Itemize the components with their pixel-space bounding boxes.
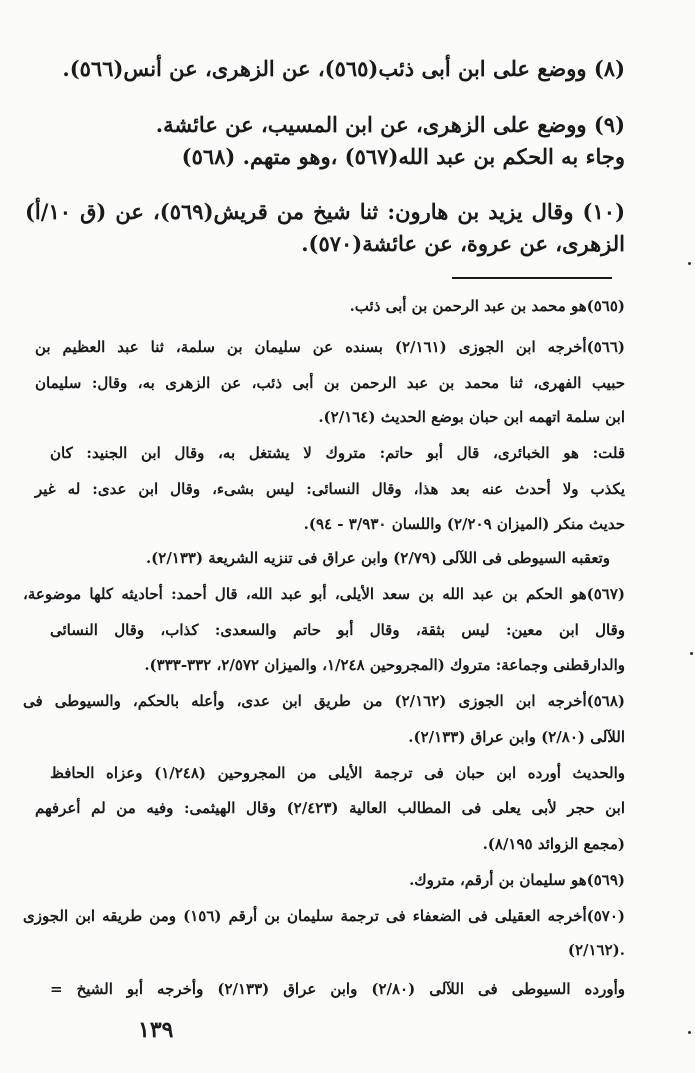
footnote-566-line4: قلت: هو الخبائرى، قال أبو حاتم: متروك لا يشتغل به، وقال ابن الجنيد: كان — [50, 444, 625, 462]
footnote-566-line1: (٥٦٦)أخرجه ابن الجوزى (٢/١٦١) بسنده عن سليمان بن سلمة، ثنا عبد العظيم بن — [35, 338, 625, 356]
footnote-568-line1: (٥٦٨)أخرجه ابن الجوزى (٢/١٦٢) من طريق ابن عدى، وأعله بالحكم، والسيوطى فى — [23, 692, 625, 710]
main-item-9-line1: (٩) ووضع على الزهرى، عن ابن المسيب، عن عائشة. — [155, 112, 625, 137]
footnote-567-line1: (٥٦٧)هو الحكم بن عبد الله بن سعد الأيلى، أبو عبد الله، قال أحمد: أحاديثه كلها موضوعة، — [23, 585, 625, 603]
main-item-9-line2: وجاء به الحكم بن عبد الله(٥٦٧) ،وهو متهم. (٥٦٨) — [181, 144, 625, 169]
footnote-568-line2: اللآلى (٢/٨٠) وابن عراق (٢/١٣٣). — [408, 728, 625, 746]
footnote-568-line3: والحديث أورده ابن حبان فى ترجمة الأيلى من المجروحين (١/٢٤٨) وعزاه الحافظ — [50, 764, 625, 782]
footnote-568-line4: ابن حجر لأبى يعلى فى المطالب العالية (٢/٤٢٣) وقال الهيثمى: وفيه من لم أعرفهم — [35, 799, 625, 817]
main-item-8: (٨) ووضع على ابن أبى ذئب(٥٦٥)، عن الزهرى، عن أنس(٥٦٦). — [62, 56, 625, 81]
scan-speck — [690, 652, 693, 655]
footnote-566-line2: حبيب الفهرى، ثنا محمد بن عبد الرحمن بن أبى ذئب، عن الزهرى به، وقال: سليمان — [35, 374, 625, 392]
footnote-566-line3: ابن سلمة اتهمه ابن حبان بوضع الحديث (٢/١٦٤). — [318, 408, 625, 426]
scan-speck — [688, 262, 691, 265]
footnote-567-line2: وقال ابن معين: ليس بثقة، وقال أبو حاتم والسعدى: كذاب، وقال النسائى — [50, 621, 625, 639]
footnote-566-line6: حديث منكر (الميزان ٢/٢٠٩) واللسان ٣/٩٣٠ - ٩٤). — [303, 515, 625, 533]
footnote-570-line2: (٢/١٦٢). — [567, 941, 625, 959]
footnote-567-line3: والدارقطنى وجماعة: متروك (المجروحين ١/٢٤٨، والميزان ٢/٥٧٢، ٣٣٢-٣٣٣). — [144, 656, 625, 674]
page-number: ١٣٩ — [138, 1017, 174, 1043]
footnote-570-line1: (٥٧٠)أخرجه العقيلى فى الضعفاء فى ترجمة سليمان بن أرقم (١٥٦) ومن طريقه ابن الجوزى — [23, 907, 625, 925]
footnote-568-line5: (مجمع الزوائد ٨/١٩٥). — [482, 835, 625, 853]
footnote-566-line7: وتعقبه السيوطى فى اللآلى (٢/٧٩) وابن عراق فى تنزيه الشريعة (٢/١٣٣). — [145, 549, 610, 567]
footnote-566-line5: يكذب ولا أحدث عنه بعد هذا، وقال النسائى: ليس بشىء، وقال ابن عدى: له غير — [35, 480, 625, 498]
footnote-565: (٥٦٥)هو محمد بن عبد الرحمن بن أبى ذئب. — [349, 297, 625, 315]
main-item-10-line1: (١٠) وقال يزيد بن هارون: ثنا شيخ من قريش(٥٦٩)، عن (ق ١٠/أ) — [25, 199, 625, 224]
footnote-separator — [452, 277, 612, 279]
main-item-10-line2: الزهرى، عن عروة، عن عائشة(٥٧٠). — [301, 231, 625, 256]
footnote-570-line3: وأورده السيوطى فى اللآلى (٢/٨٠) وابن عراق (٢/١٣٣) وأخرجه أبو الشيخ = — [50, 980, 625, 998]
scan-speck — [688, 1031, 691, 1034]
footnote-569: (٥٦٩)هو سليمان بن أرقم، متروك. — [409, 871, 625, 889]
